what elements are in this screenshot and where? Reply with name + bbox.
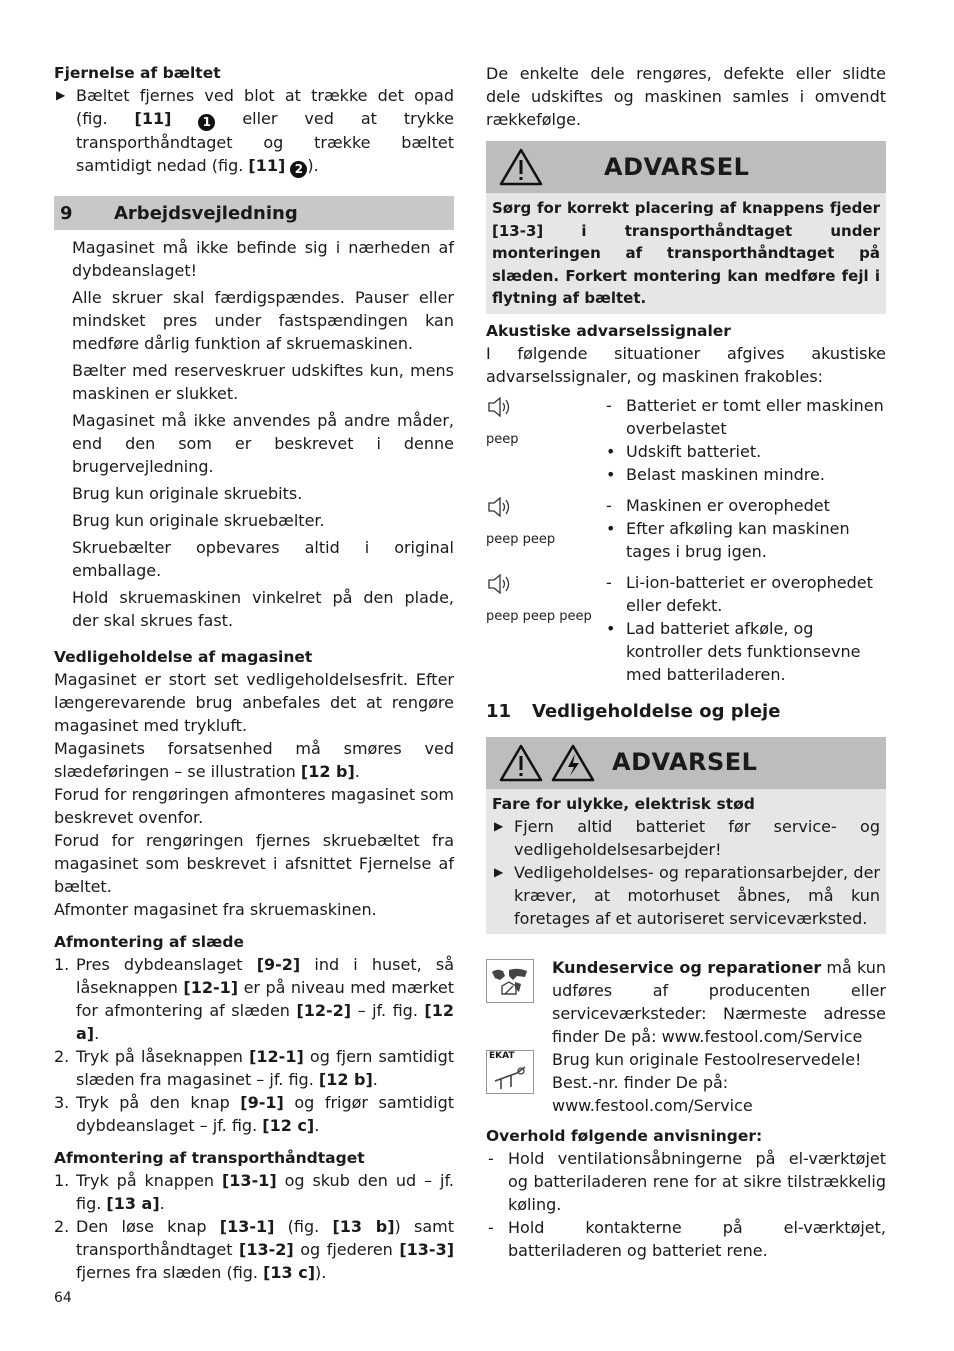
service-bold: Kundeservice og reparationer bbox=[552, 957, 822, 977]
warning-box-2: ADVARSEL Fare for ulykke, elektrisk stød ▶ Fjern altid batteriet før service- og vedligeholdelsesarbejder! ▶ Vedligeholdelses- og reparationsarbejder, der kræver, at motorhuset åbnes, må kun foretages af et autoriseret serviceværksted. bbox=[486, 737, 886, 934]
warning-title: ADVARSEL bbox=[604, 152, 750, 181]
signal-row: peep - Batteriet er tomt eller maskinen overbelastet • Udskift batteriet. • Belast maskinen mindre. bbox=[486, 394, 886, 486]
list-item: 1. Pres dybdeanslaget [9-2] ind i huset, så låseknappen [12-1] er på niveau med mærket for afmontering af slæden [12-2] – jf. fig. [12 a]. bbox=[54, 955, 455, 1043]
spare-row bbox=[486, 1048, 886, 1117]
signal-label: peep bbox=[486, 431, 519, 447]
sled-list bbox=[54, 953, 454, 1137]
service-row: Kundeservice og reparationer må kun udføres af producenten eller serviceværksteder: Nærmeste adresse finder De på: www.festool.com/Service bbox=[486, 956, 886, 1048]
warning-triangle-icon bbox=[498, 147, 544, 187]
list-item: 3. Tryk på den knap [9-1] og frigør samtidigt dybdeanslaget – jf. fig. [12 c]. bbox=[54, 1093, 454, 1135]
spare-parts-icon: EKAT bbox=[486, 1050, 534, 1094]
speaker-icon bbox=[486, 394, 512, 420]
signal-label: peep peep bbox=[486, 531, 556, 547]
left-column bbox=[54, 62, 454, 1284]
list-item: 2. Den løse knap [13-1] (fig. [13 b]) samt transporthåndtaget [13-2] og fjederen [13-3] fjernes fra slæden (fig. [13 c]). bbox=[54, 1217, 455, 1282]
spare-text: Brug kun originale Festoolreservedele! Best.-nr. finder De på: www.festool.com/Service bbox=[552, 1049, 862, 1115]
section-11-header: 11 Vedligeholdelse og pleje bbox=[486, 700, 781, 722]
list-item: 1. Tryk på knappen [13-1] og skub den ud – jf. fig. [13 a]. bbox=[54, 1171, 454, 1213]
acoustic-intro: I følgende situationer afgives akustiske advarselssignaler, og maskinen frakobles: bbox=[486, 343, 886, 386]
warning-title: ADVARSEL bbox=[612, 748, 758, 776]
warning-text: Sørg for korrekt placering af knappens fjeder [13-3] i transporthåndtaget under monteringen af transporthåndtaget på slæden. Forkert montering kan medføre fejl i flytning af bæltet. bbox=[492, 199, 880, 307]
maintenance-body: Magasinet er stort set vedligeholdelsesfrit. Efter længerevarende brug anbefales det at rengøre magasinet med trykluft. Magasinets forsatsenhed må smøres ved slædeføringen – se illustration [12 b]. Forud for rengøringen afmonteres magasinet som beskrevet ovenfor. Forud for rengøringen fjernes skruebæltet fra magasinet som beskrevet i afsnittet Fjernelse af bæltet. Afmonter magasinet fra skruemaskinen. bbox=[54, 670, 454, 919]
maintenance-heading: Vedligeholdelse af magasinet bbox=[54, 648, 313, 666]
list-item: 2. Tryk på låseknappen [12-1] og fjern samtidigt slæden fra magasinet – jf. fig. [12 b]. bbox=[54, 1047, 455, 1089]
removal-item: ▶ Bæltet fjernes ved blot at trække det opad (fig. [11] 1 eller ved at trykke transporthåndtaget og trække bæltet samtidigt nedad (fig. [11] 2 ). bbox=[54, 84, 454, 178]
signal-label: peep peep peep bbox=[486, 608, 592, 624]
handle-heading: Afmontering af transporthåndtaget bbox=[54, 1149, 365, 1167]
warning-subheading: Fare for ulykke, elektrisk stød bbox=[492, 794, 755, 813]
signal-row: peep peep - Maskinen er overophedet • Efter afkøling kan maskinen tages i brug igen. bbox=[486, 494, 886, 563]
page-number: 64 bbox=[54, 1290, 72, 1306]
sled-heading: Afmontering af slæde bbox=[54, 933, 244, 951]
section-title: Vedligeholdelse og pleje bbox=[532, 700, 781, 722]
intro-text: De enkelte dele rengøres, defekte eller slidte dele udskiftes og maskinen samles i omvendt rækkefølge. bbox=[486, 64, 886, 129]
list-item: - Hold ventilationsåbningerne på el-værktøjet og batteriladeren rene for at sikre tilstrækkelig køling. bbox=[486, 1147, 886, 1216]
observe-heading: Overhold følgende anvisninger: bbox=[486, 1126, 763, 1145]
section-9-header: 9 Arbejdsvejledning bbox=[54, 196, 454, 230]
callout-2-icon: 2 bbox=[290, 161, 307, 178]
handle-list bbox=[54, 1169, 454, 1284]
signal-row: peep peep peep - Li-ion-batteriet er overophedet eller defekt. • Lad batteriet afkøle, og kontroller dets funktionsevne med batteriladeren. bbox=[486, 571, 886, 686]
warning-triangle-icon bbox=[498, 743, 544, 783]
speaker-icon bbox=[486, 571, 512, 597]
section-title: Arbejdsvejledning bbox=[114, 202, 298, 224]
list-item: - Hold kontakterne på el-værktøjet, batteriladeren og batteriet rene. bbox=[486, 1216, 886, 1262]
right-column bbox=[486, 62, 886, 1262]
section-9-body: Magasinet må ikke befinde sig i nærheden af dybdeanslaget! Alle skruer skal færdigspændes. Pauser eller mindsket pres under fastspændingen kan medføre dårlig funktion af skruemaskinen. Bælter med reserveskruer udskiftes kun, mens maskinen er slukket. Magasinet må ikke anvendes på andre måder, end den som er beskrevet i denne brugervejledning. Brug kun originale skruebits. Brug kun originale skruebælter. Skruebælter opbevares altid i original emballage. Hold skruemaskinen vinkelret på den plade, der skal skrues fast. bbox=[72, 238, 454, 630]
electric-shock-icon bbox=[550, 743, 596, 783]
callout-1-icon: 1 bbox=[198, 114, 215, 131]
world-service-icon bbox=[486, 959, 534, 1003]
acoustic-heading: Akustiske advarselssignaler bbox=[486, 321, 731, 340]
speaker-icon bbox=[486, 494, 512, 520]
warning-box-1 bbox=[486, 141, 886, 314]
removal-heading: Fjernelse af bæltet bbox=[54, 64, 221, 82]
